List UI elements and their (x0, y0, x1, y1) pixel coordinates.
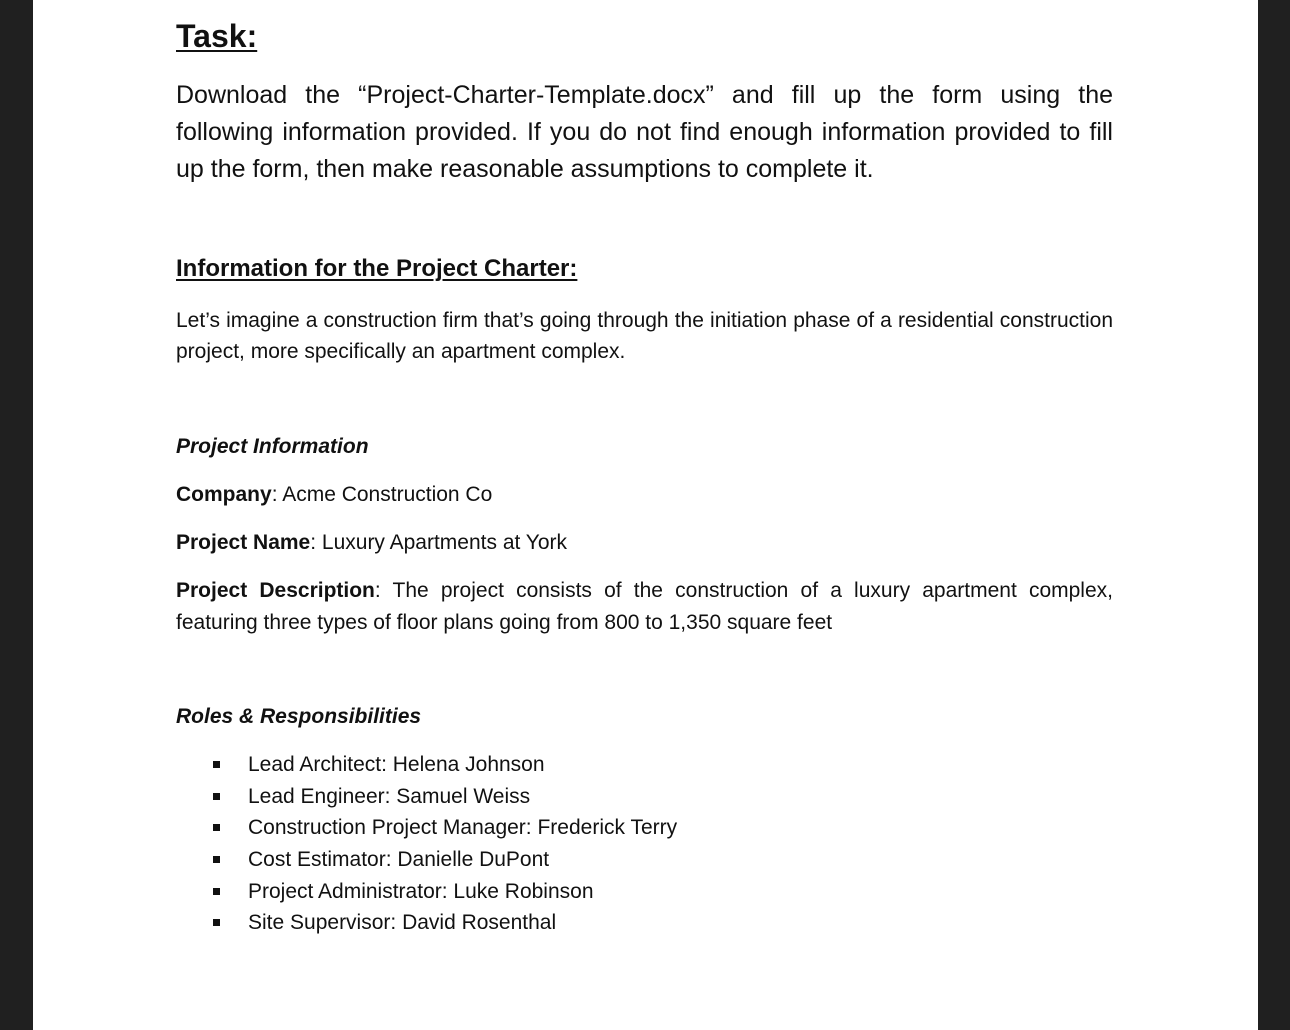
company-value: : Acme Construction Co (271, 483, 493, 506)
project-description-label: Project Description (176, 579, 375, 602)
document-page (33, 0, 1258, 1030)
list-item (176, 781, 677, 813)
info-heading: Information for the Project Charter: (176, 255, 578, 282)
list-item (176, 812, 677, 844)
roles-heading: Roles & Responsibilities (176, 705, 422, 728)
role-text: Cost Estimator: Danielle DuPont (248, 848, 550, 872)
company-field (176, 479, 1113, 511)
list-item (176, 749, 677, 781)
roles-list (176, 749, 677, 939)
role-text: Lead Engineer: Samuel Weiss (248, 784, 531, 808)
role-text: Lead Architect: Helena Johnson (248, 753, 545, 776)
company-label: Company (176, 483, 272, 506)
square-bullet-icon (213, 888, 220, 895)
info-intro: Let’s imagine a construction firm that’s going through the initiation phase of a residential construction project, more specifically an apartment complex. (176, 309, 1113, 363)
list-item (176, 844, 677, 876)
list-item (176, 876, 677, 908)
task-heading: Task: (176, 18, 258, 54)
project-description-value: : The project consists of the construction of a luxury apartment complex, featuring three types of floor plans going from 800 to 1,350 square feet (176, 579, 1113, 634)
role-text: Construction Project Manager: Frederick Terry (248, 816, 678, 840)
square-bullet-icon (213, 856, 220, 863)
square-bullet-icon (213, 793, 220, 800)
project-information-heading: Project Information (176, 435, 369, 458)
project-name-field (176, 527, 1113, 559)
project-name-label: Project Name (176, 531, 311, 554)
role-text: Project Administrator: Luke Robinson (248, 879, 594, 903)
project-description-field (176, 575, 1113, 639)
square-bullet-icon (213, 919, 220, 926)
square-bullet-icon (213, 824, 220, 831)
project-name-value: : Luxury Apartments at York (310, 531, 568, 554)
list-item (176, 907, 677, 939)
task-description: Download the “Project-Charter-Template.docx” and fill up the form using the following information provided. If you do not find enough information provided to fill up the form, then make reasonable assumptions to complete it. (176, 81, 1113, 183)
square-bullet-icon (213, 761, 220, 768)
role-text: Site Supervisor: David Rosenthal (248, 911, 557, 935)
